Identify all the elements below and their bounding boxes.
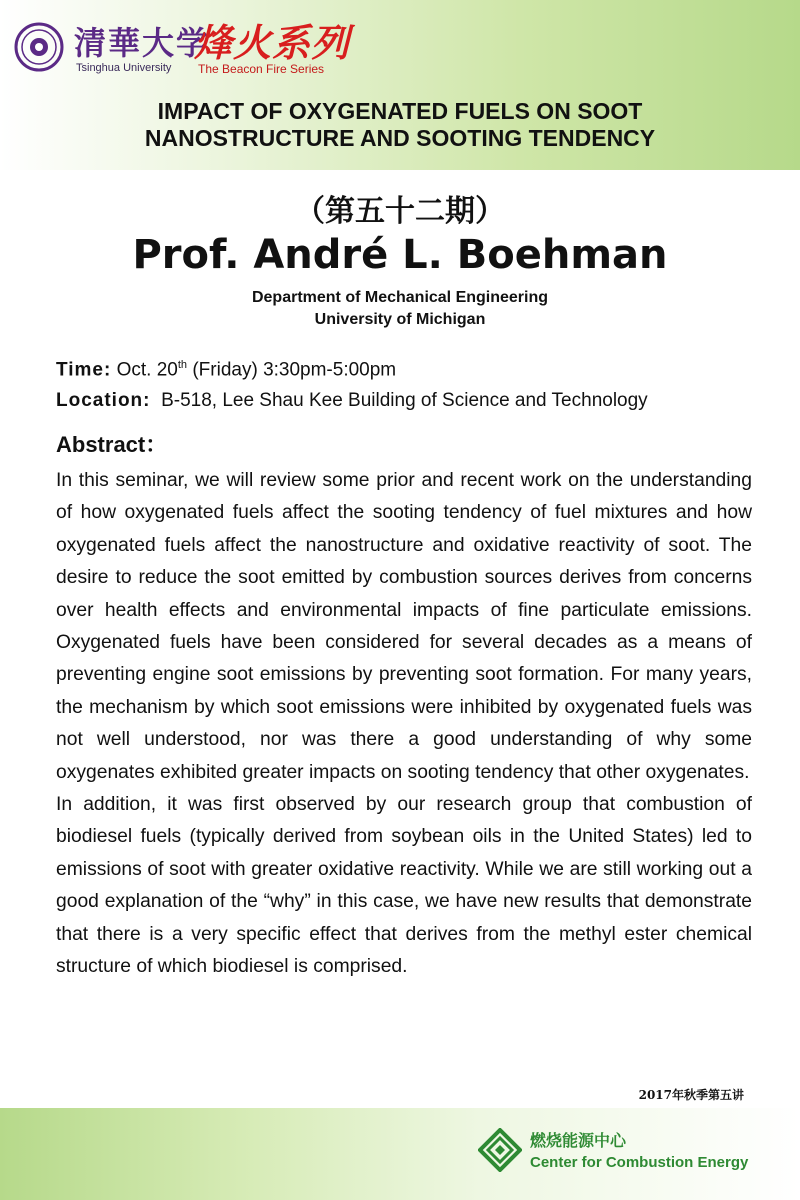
speaker-name: Prof. André L. Boehman — [132, 232, 668, 278]
issue-number: （第五十二期） — [295, 194, 505, 229]
time-label: Time: — [56, 359, 112, 381]
abstract-paragraph-1: In this seminar, we will review some prior and recent work on the understanding of how oxygenated fuels affect the sooting tendency of fuel mixtures and how oxygenated fuels affect the nanostructure and oxidative reactivity of soot. The desire to reduce the soot emitted by combustion sources derives from concerns over health effects and environmental impacts of fine particulate emissions. Oxygenated fuels have been considered for several decades as a means of preventing engine soot emissions by preventing soot formation. For many years, the mechanism by which soot emissions were inhibited by oxygenated fuels was not well understood, nor was there a good understanding of why some oxygenates exhibited greater impacts on sooting tendency that other oxygenates. — [56, 470, 752, 783]
beacon-series-en: The Beacon Fire Series — [198, 62, 325, 76]
beacon-series-logo — [194, 14, 354, 84]
tsinghua-name-cn: 清華大学 — [74, 24, 211, 62]
tsinghua-name-en: Tsinghua University — [76, 62, 172, 74]
tsinghua-seal-icon — [14, 22, 64, 72]
time-value-date: Oct. 20 — [116, 359, 178, 381]
combustion-center-name-en: Center for Combustion Energy — [530, 1154, 749, 1171]
abstract-heading: Abstract： — [56, 432, 168, 457]
location-line — [56, 390, 756, 412]
seminar-title — [60, 98, 740, 152]
combustion-center-logo-icon — [478, 1128, 522, 1172]
university: University of Michigan — [314, 311, 486, 328]
location-label: Location: — [56, 390, 151, 411]
beacon-series-cn: 烽火系列 — [194, 21, 351, 65]
location-value: B-518, Lee Shau Kee Building of Science and Technology — [161, 390, 648, 411]
title-line-1: IMPACT OF OXYGENATED FUELS ON SOOT — [157, 98, 643, 124]
tsinghua-logo — [74, 18, 211, 82]
title-line-2: NANOSTRUCTURE AND SOOTING TENDENCY — [144, 125, 656, 151]
abstract-paragraph-2: In addition, it was first observed by our research group that combustion of biodiesel fuels (typically derived from soybean oils in the United States) led to emissions of soot with greater oxidative reactivity. While we are still working out a good explanation of the “why” in this case, we have new results that demonstrate that there is a very specific effect that derives from the methyl ester chemical structure of which biodiesel is comprised. — [56, 794, 752, 978]
speaker-affiliation — [0, 287, 800, 331]
header-band — [0, 0, 800, 170]
abstract-body — [56, 465, 752, 984]
lecture-number: 2017年秋季第五讲 — [638, 1088, 744, 1102]
time-line — [56, 359, 756, 381]
department: Department of Mechanical Engineering — [251, 289, 549, 306]
time-value-rest: (Friday) 3:30pm-5:00pm — [187, 359, 397, 381]
time-value-suffix: th — [177, 359, 188, 371]
combustion-center-name-cn: 燃烧能源中心 — [530, 1131, 627, 1150]
